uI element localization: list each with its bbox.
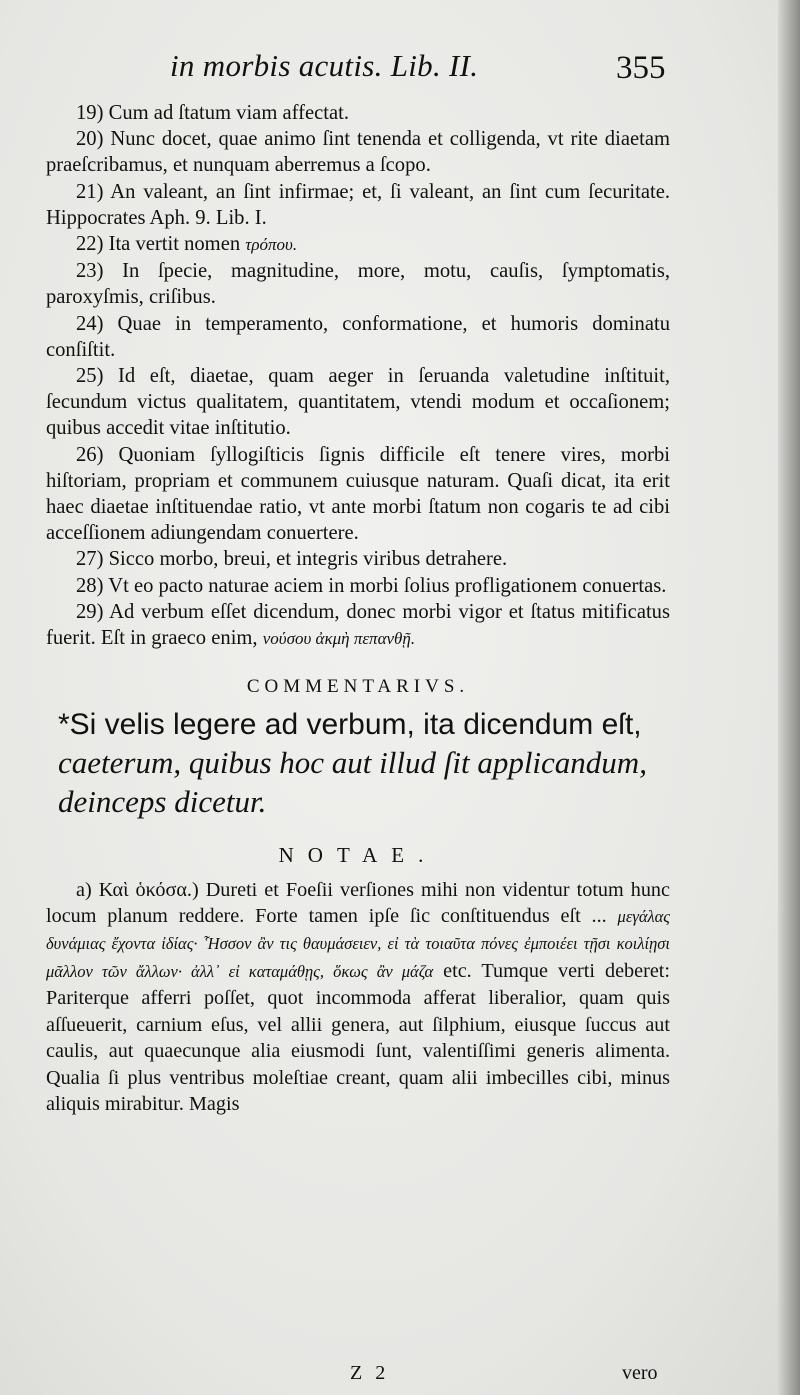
note-29 [46, 599, 670, 652]
notae-heading: NOTAE. [278, 843, 438, 868]
page-footer [0, 1362, 800, 1392]
signature-mark: Z 2 [350, 1362, 390, 1384]
note-24: 24) Quae in temperamento, conformatione, et humoris dominatu conſiſtit. [46, 312, 670, 361]
note-29-greek: νούσου ἀκμὴ πεπανθῇ. [262, 629, 416, 649]
commentary-italic: caeterum, quibus hoc aut illud ſit applicandum, deinceps dicetur. [58, 745, 647, 820]
page-number: 355 [616, 50, 666, 86]
note-27: 27) Sicco morbo, breui, et integris viribus detrahere. [76, 548, 508, 571]
note-20: 20) Nunc docet, quae animo ſint tenenda et colligenda, vt rite diaetam praeſcribamus, et nunquam aberremus a ſcopo. [46, 128, 670, 177]
note-29-text: 29) Ad verbum eſſet dicendum, donec morbi vigor et ſtatus mitificatus fuerit. Eſt in graeco enim, [46, 600, 670, 650]
note-26: 26) Quoniam ſyllogiſticis ſignis difficile eſt tenere vires, morbi hiſtoriam, propriam et communem cuiusque naturam. Quaſi dicat, ita erit haec diaetae inſtituendae ratio, vt ante morbi ſtatum non cogaris te ad cibi acceſſionem adiungendam conuertere. [46, 443, 670, 545]
footnote-a-greek: μεγάλας δυνάμιας ἔχοντα ἰδίας· Ἧσσον ἂν τις θαυμάσειεν, εἰ τὰ τοιαῦτα πόνες ἐμποιέει τῇσι κοιλίῃσι μᾶλλον τῶν ἄλλων· ἀλλ᾽ εἰ καταμάθῃς, ὅκως ἂν μάζα [46, 907, 670, 981]
footnote-a-part1: a) Καὶ ὁκόσα.) Dureti et Foeſii verſiones mihi non videntur totum hunc locum planum reddere. Forte tamen ipſe ſic conſtituendus eſt ... [46, 878, 670, 928]
commentary-heading: COMMENTARIVS. [246, 676, 470, 698]
page-header [0, 48, 800, 98]
note-28: 28) Vt eo pacto naturae aciem in morbi ſolius profligationem conuertas. [76, 574, 667, 597]
footnote-a-part2: etc. Tumque verti deberet: Pariterque afferri poſſet, quot incommoda afferat liberalior, quam quis aſſueuerit, carnium eſus, vel allii genera, aut ſilphium, eiusque ſuccus aut caulis, aut quaecunque alia eiusmodi ſunt, valentiſſimi generis alimenta. Qualia ſi plus ventribus moleſtiae creant, quam alii imbecilles cibi, minus aliquis mirabitur. Magis [46, 959, 671, 1115]
note-22-greek: τρόπου. [245, 235, 298, 255]
running-title: in morbis acutis. Lib. II. [170, 48, 479, 83]
commentary-text [58, 706, 670, 822]
note-19: 19) Cum ad ſtatum viam affectat. [76, 102, 349, 124]
footnote-a [46, 877, 670, 1118]
commentary-lead: *Si velis legere ad verbum, ita dicendum eſt, [58, 708, 642, 742]
page-body [46, 100, 670, 1117]
note-22 [46, 231, 670, 258]
note-25: 25) Id eſt, diaetae, quam aeger in ſeruanda valetudine inſtituit, ſecundum victus qualitatem, quantitatem, vtendi modum et occaſionem; quibus accedit vitae inſtitutio. [46, 365, 670, 440]
note-21: 21) An valeant, an ſint infirmae; et, ſi valeant, an ſint cum ſecuritate. Hippocrates Aph. 9. Lib. I. [46, 180, 670, 229]
catchword: vero [622, 1362, 658, 1384]
page-gutter-shadow [778, 0, 800, 1395]
note-22-text: 22) Ita vertit nomen [76, 233, 241, 256]
note-23: 23) In ſpecie, magnitudine, more, motu, cauſis, ſymptomatis, paroxyſmis, criſibus. [46, 260, 670, 309]
